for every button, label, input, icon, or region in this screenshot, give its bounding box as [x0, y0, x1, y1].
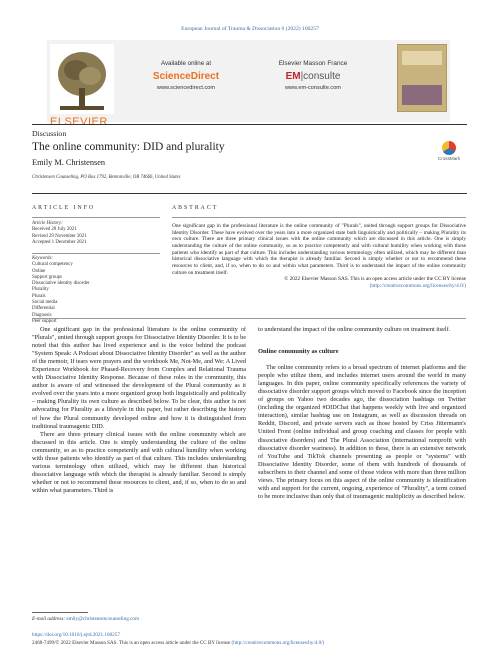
accepted-date: Accepted 1 December 2021 [32, 239, 87, 245]
section-heading: Online community as culture [258, 348, 339, 356]
article-title: The online community: DID and plurality [32, 141, 225, 153]
elsevier-tree-logo [50, 44, 114, 114]
cover-band-top [402, 51, 442, 65]
em-consulte-url[interactable]: www.em-consulte.com [285, 85, 341, 91]
journal-cover-thumbnail[interactable] [397, 44, 447, 112]
keyword-item: Plurals [32, 293, 46, 299]
author-affiliation: Christensen Counseling, PO Box 1792, Bentonville, OR 74666, United States [32, 175, 181, 180]
history-label: Article History: [32, 221, 63, 226]
title-rule [32, 193, 467, 194]
keyword-item: Online [32, 268, 46, 274]
article-info-heading: ARTICLE INFO [32, 205, 96, 211]
journal-citation[interactable]: European Journal of Trauma & Dissociation 6 (2022) 100257 [181, 26, 319, 32]
article-section: Discussion [32, 129, 67, 138]
history-rule [32, 253, 160, 254]
footer-license-link[interactable]: (http://creativecommons.org/licenses/by/4.0/) [231, 640, 325, 646]
keyword-item: Support groups [32, 274, 63, 280]
revised-date: Revised 29 November 2021 [32, 233, 87, 239]
abstract-license [172, 276, 466, 289]
keyword-item: Plurality [32, 287, 49, 293]
doi-line [32, 632, 120, 638]
keywords-block [32, 256, 90, 325]
body-paragraph: The online community refers to a broad spectrum of internet platforms and the people who utilize them, and includes internet users around the world in many languages. In this paper, online community specifically references the variety of dissociative disorder support groups which moved to Facebook since the inception of groups on Yahoo two decades ago, the dissociation hashtags on Twitter (including the organized #DIDChat that happens weekly with live and organized interaction), similar hashtag use on Instagram, as well as discussion threads on Reddit, Discord, and private servers such as those hosted by Criss Jittermann's United Front (online individual and group coaching and classes for people with dissociative disorders) and The Plural Association (international nonprofit with dissociative disorder wariness). In addition to these, there is an extensive network of YouTube and TikTok channels presenting as people or "systems" with Dissociative Identity Disorder, some of them with hundreds of thousands of subscribers to their channel and some of those videos with more than three million views. The primary focus on this aspect of the online community is identification with and support for the current, ongoing, experience of "Plurality", a term coined to be more inclusive than only that of traumagenic multiplicity as described below. [258, 364, 466, 500]
body-paragraph: One significant gap in the professional literature is the online community of "Plurals", united through support groups for Dissociative Identity Disorder. It is to be noted that this author has lived experience and is the voice behind the podcast "System Speak: A Podcast about Dissociative Identity Disorder" as well as the author of the memoir, If tears were prayers and the workbook Me, Not-Me, and We: A Lived Experience Workbook for Phased-Recovery from Complex and Relational Trauma with Dissociative Identity Response. Because of these roles in the community, this author is aware of and witnessed the development of the Plural community as it evolved over the years into a more organized group both linguistically and politically – making Plurality its own culture as described below. To be clear, this author is not advocating for Plurality as a lifestyle in this paper, but rather describing the history of how the Plural community developed online and how it is distinguished from traditional traumagenic DID. [32, 326, 246, 430]
sciencedirect-logo[interactable]: ScienceDirect [152, 71, 220, 82]
article-author: Emily M. Christensen [32, 158, 106, 167]
sciencedirect-url[interactable]: www.sciencedirect.com [156, 85, 216, 91]
body-column-left [32, 326, 246, 495]
elsevier-wordmark: ELSEVIER [50, 116, 108, 128]
abstract-license-link[interactable]: (http://creativecommons.org/licenses/by/4.0/) [369, 282, 466, 289]
issn-text: 2468-7499/© 2022 Elsevier Masson SAS. This is an open access article under the CC BY license [32, 640, 231, 646]
keyword-item: Dissociative identity disorder [32, 281, 90, 287]
article-info-rule [32, 217, 160, 218]
crossmark-icon [442, 141, 456, 155]
em-consulte-logo[interactable]: EM|consulte [285, 71, 341, 82]
body-paragraph: There are three primary clinical issues with the online community which are discussed in this article. One is simply understanding the culture of the online community, so as to practice competently and with cultural humility when working with those patients who identify as part of that culture. This includes understanding various terminology often utilized, which may be different than historical dissociative language with which the therapist is already familiar. Second is simply whether or not to recommend these resources to client, and, if so, when to do so and within what parameters. Third is [32, 430, 246, 494]
keyword-item: Differential [32, 306, 55, 312]
received-date: Received 28 July 2021 [32, 227, 77, 233]
cover-band-image [402, 85, 442, 105]
em-logo-rest: consulte [303, 71, 341, 82]
keyword-item: Cultural competency [32, 262, 73, 268]
email-link[interactable]: emily@christensencounseling.com [66, 616, 140, 622]
abstract-rule [172, 217, 466, 218]
em-title: Elsevier Masson France [278, 60, 348, 67]
crossmark-label: CrossMark [437, 156, 461, 161]
doi-link[interactable]: https://doi.org/10.1016/j.ejtd.2021.100257 [32, 632, 120, 638]
email-label: E-mail address: [32, 616, 66, 622]
issn-line [32, 640, 324, 646]
keyword-item: Social media [32, 300, 58, 306]
article-history [32, 221, 87, 246]
keyword-item: Peer support [32, 318, 57, 324]
footnote-rule [32, 612, 88, 613]
body-paragraph: to understand the impact of the online community culture on treatment itself. [258, 326, 451, 333]
body-column-right [258, 326, 466, 501]
keyword-item: Diagnosis [32, 312, 52, 318]
crossmark-badge[interactable] [432, 141, 466, 161]
footnote-email [32, 616, 139, 622]
abstract-bottom-rule [32, 318, 466, 319]
keywords-label: Keywords: [32, 256, 54, 261]
abstract-license-text: © 2022 Elsevier Masson SAS. This is an open access article under the CC BY license [284, 276, 466, 283]
available-online-label: Available online at [160, 60, 212, 67]
abstract-body [172, 223, 466, 290]
abstract-text: One significant gap in the professional literature is the online community of "Plurals", united through support groups for Dissociative Identity Disorder. These have evolved over the years into a more organized state both linguistically and politically – making Plurality its own culture. There are three primary clinical issues with the online community which are discussed in this article. One is simply understanding the culture of the online community, so as to practice competently and with cultural humility when working with those patients who identify as part of that culture. This includes understanding various terminology often utilized, which may be different than historical dissociative language with which the therapist is already familiar. Second is simply whether or not to recommend these resources to client, and, if so, when to do so and within what parameters. Third is to understand the impact of the online community culture on treatment itself. [172, 223, 466, 276]
em-logo-em: EM [285, 71, 301, 82]
header-rule [32, 124, 467, 125]
abstract-heading: ABSTRACT [172, 205, 219, 211]
